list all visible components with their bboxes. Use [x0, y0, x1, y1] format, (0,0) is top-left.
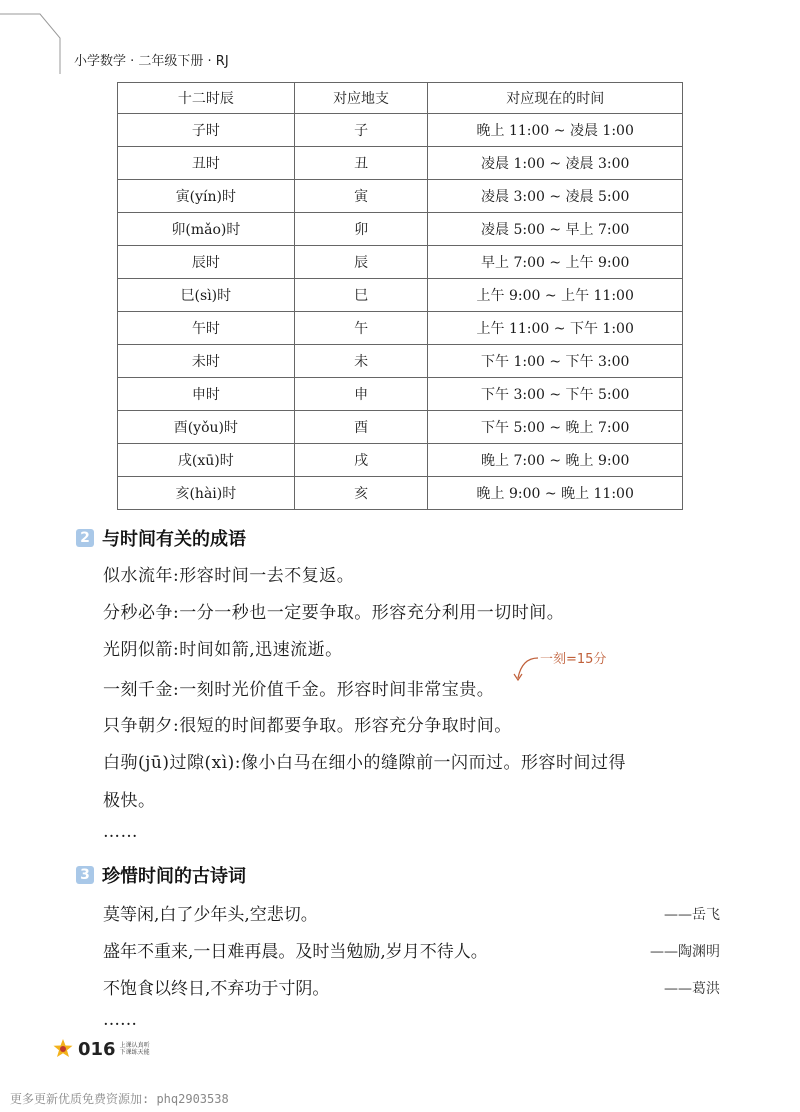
cell-time: 下午 5:00 ~ 晚上 7:00: [428, 411, 683, 444]
idiom-line: 似水流年:形容时间一去不复返。: [103, 566, 355, 586]
cell-shichen: 丑时: [118, 147, 295, 180]
table-row: [118, 213, 683, 246]
column-header: 对应地支: [294, 83, 428, 114]
section-number-badge: 3: [76, 866, 94, 884]
slogan-line: 下课练天能: [119, 1049, 150, 1056]
section-3-heading: [76, 862, 246, 888]
slogan-line: 上课认真听: [119, 1042, 150, 1049]
table-row: [118, 114, 683, 147]
table-row: [118, 345, 683, 378]
cell-shichen: 酉(yǒu)时: [118, 411, 295, 444]
cell-dizhi: 戌: [294, 444, 428, 477]
cell-dizhi: 午: [294, 312, 428, 345]
cell-time: 上午 11:00 ~ 下午 1:00: [428, 312, 683, 345]
cell-time: 凌晨 5:00 ~ 早上 7:00: [428, 213, 683, 246]
table-row: [118, 378, 683, 411]
cell-time: 上午 9:00 ~ 上午 11:00: [428, 279, 683, 312]
cell-time: 晚上 7:00 ~ 晚上 9:00: [428, 444, 683, 477]
ellipsis: ……: [103, 1010, 137, 1030]
cell-shichen: 亥(hài)时: [118, 477, 295, 510]
table-row: [118, 147, 683, 180]
cell-shichen: 巳(sì)时: [118, 279, 295, 312]
table-row: [118, 246, 683, 279]
twelve-hours-table: [117, 82, 683, 510]
cell-time: 凌晨 1:00 ~ 凌晨 3:00: [428, 147, 683, 180]
idiom-line: 只争朝夕:很短的时间都要争取。形容充分争取时间。: [103, 716, 512, 736]
section-2-heading: [76, 525, 246, 551]
cell-shichen: 寅(yín)时: [118, 180, 295, 213]
running-header: 小学数学 · 二年级下册 · RJ: [74, 54, 229, 69]
cell-dizhi: 寅: [294, 180, 428, 213]
cell-dizhi: 申: [294, 378, 428, 411]
note-pointer-arrow: [500, 650, 542, 686]
cell-time: 晚上 11:00 ~ 凌晨 1:00: [428, 114, 683, 147]
cell-time: 凌晨 3:00 ~ 凌晨 5:00: [428, 180, 683, 213]
cell-dizhi: 未: [294, 345, 428, 378]
cell-dizhi: 子: [294, 114, 428, 147]
cell-time: 下午 1:00 ~ 下午 3:00: [428, 345, 683, 378]
poem-author: ——岳飞: [664, 907, 720, 923]
table-row: [118, 279, 683, 312]
page-number: 016: [78, 1038, 116, 1060]
section-title: 与时间有关的成语: [102, 529, 246, 550]
table-row: [118, 477, 683, 510]
cell-time: 下午 3:00 ~ 下午 5:00: [428, 378, 683, 411]
cell-dizhi: 酉: [294, 411, 428, 444]
cell-shichen: 戌(xū)时: [118, 444, 295, 477]
column-header: 十二时辰: [118, 83, 295, 114]
idiom-line: 光阴似箭:时间如箭,迅速流逝。: [103, 640, 343, 660]
cell-time: 晚上 9:00 ~ 晚上 11:00: [428, 477, 683, 510]
footer-slogan: [120, 1042, 150, 1056]
page-footer: [52, 1038, 150, 1060]
table-row: [118, 180, 683, 213]
ellipsis: ……: [103, 822, 138, 842]
cell-dizhi: 丑: [294, 147, 428, 180]
margin-note: 一刻=15分: [540, 652, 607, 667]
poem-author: ——陶渊明: [650, 944, 720, 960]
cell-dizhi: 巳: [294, 279, 428, 312]
table-row: [118, 444, 683, 477]
idiom-line: 极快。: [103, 791, 156, 811]
cell-shichen: 卯(mǎo)时: [118, 213, 295, 246]
cell-dizhi: 辰: [294, 246, 428, 279]
idiom-line: 一刻千金:一刻时光价值千金。形容时间非常宝贵。: [103, 680, 495, 700]
cell-time: 早上 7:00 ~ 上午 9:00: [428, 246, 683, 279]
corner-decoration: [0, 0, 70, 80]
table-header-row: [118, 83, 683, 114]
table-row: [118, 411, 683, 444]
idiom-line: 分秒必争:一分一秒也一定要争取。形容充分利用一切时间。: [103, 603, 565, 623]
watermark-text: 更多更新优质免费资源加: phq2903538: [10, 1092, 229, 1106]
poem-author: ——葛洪: [664, 981, 720, 997]
section-title: 珍惜时间的古诗词: [102, 866, 246, 887]
cell-shichen: 未时: [118, 345, 295, 378]
cell-shichen: 申时: [118, 378, 295, 411]
idiom-line: 白驹(jū)过隙(xì):像小白马在细小的缝隙前一闪而过。形容时间过得: [103, 753, 626, 773]
poem-line: 盛年不重来,一日难再晨。及时当勉励,岁月不待人。: [103, 942, 488, 962]
cell-dizhi: 卯: [294, 213, 428, 246]
poem-line: 莫等闲,白了少年头,空悲切。: [103, 905, 318, 925]
table-row: [118, 312, 683, 345]
cell-shichen: 子时: [118, 114, 295, 147]
cell-shichen: 午时: [118, 312, 295, 345]
cell-dizhi: 亥: [294, 477, 428, 510]
poem-line: 不饱食以终日,不弃功于寸阴。: [103, 979, 330, 999]
section-number-badge: 2: [76, 529, 94, 547]
cell-shichen: 辰时: [118, 246, 295, 279]
column-header: 对应现在的时间: [428, 83, 683, 114]
mascot-icon: [52, 1038, 74, 1060]
